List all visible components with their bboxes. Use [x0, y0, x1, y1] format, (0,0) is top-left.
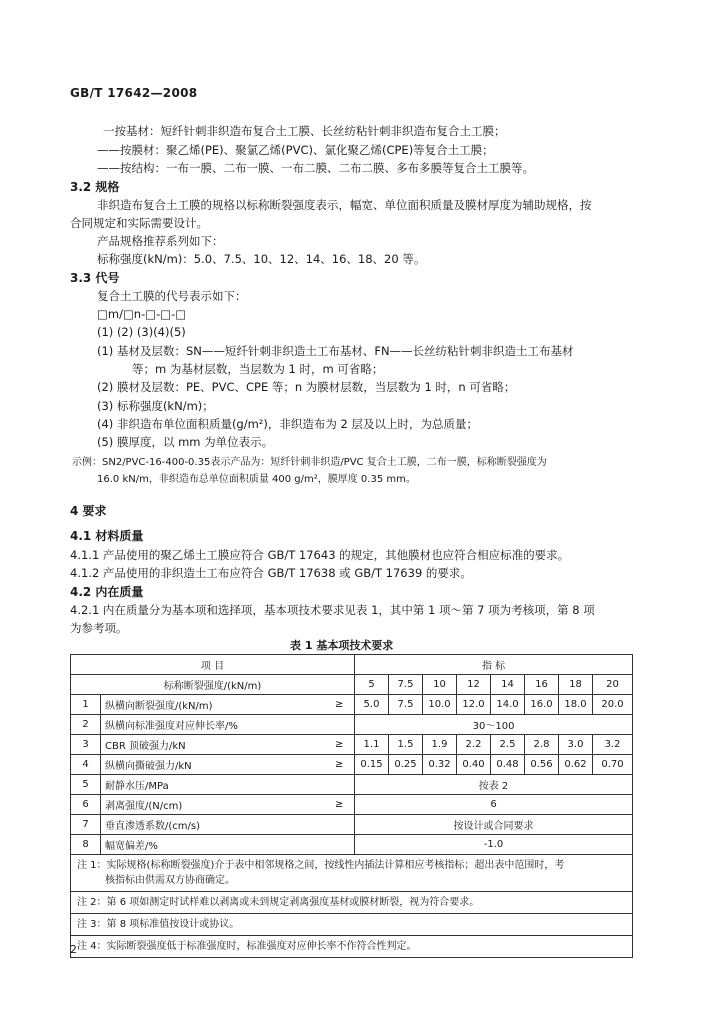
standard-code: GB/T 17642—2008 — [70, 86, 198, 100]
paragraph: 合同规定和实际需要设计。 — [70, 216, 208, 230]
ge-symbol — [325, 775, 355, 795]
spec-table — [70, 654, 633, 958]
section-heading: 4.1 材料质量 — [70, 529, 144, 543]
list-item: ——按结构：一布一膜、二布一膜、一布二膜、二布二膜、多布多膜等复合土工膜等。 — [97, 161, 534, 175]
table-cell: 12.0 — [457, 695, 491, 715]
row-label: CBR 顶破强力/kN — [101, 735, 325, 755]
table-cell: 3.2 — [593, 735, 633, 755]
table-cell: 5 — [355, 675, 389, 695]
table-row — [71, 775, 633, 795]
table-cell: 3.0 — [559, 735, 593, 755]
table-cell: -1.0 — [355, 835, 633, 855]
table-cell: 0.48 — [491, 755, 525, 775]
table-cell: 7.5 — [389, 695, 423, 715]
row-label: 幅宽偏差/% — [101, 835, 325, 855]
table-row — [71, 715, 633, 735]
list-item: (3) 标称强度(kN/m)； — [97, 399, 214, 413]
table-row — [71, 695, 633, 715]
row-number: 3 — [71, 735, 101, 755]
table-cell: 2.5 — [491, 735, 525, 755]
ge-symbol: ≥ — [325, 755, 355, 775]
table-row — [71, 815, 633, 835]
row-number: 6 — [71, 795, 101, 815]
table-cell: 10.0 — [423, 695, 457, 715]
row-label: 垂直渗透系数/(cm/s) — [101, 815, 325, 835]
header-item: 项 目 — [71, 655, 355, 675]
table-cell: 1.1 — [355, 735, 389, 755]
header-index: 指 标 — [355, 655, 633, 675]
table-cell: 1.5 — [389, 735, 423, 755]
section-heading: 3.2 规格 — [70, 180, 120, 194]
paragraph: 4.1.1 产品使用的聚乙烯土工膜应符合 GB/T 17643 的规定，其他膜材也应符合相应标准的要求。 — [70, 548, 570, 562]
row-label: 纵横向断裂强度/(kN/m) — [101, 695, 325, 715]
table-cell: 6 — [355, 795, 633, 815]
table-cell: 2.8 — [525, 735, 559, 755]
page-number: 2 — [70, 943, 77, 956]
table-cell: 0.56 — [525, 755, 559, 775]
paragraph: 产品规格推荐系列如下： — [97, 234, 224, 248]
table-row — [71, 835, 633, 855]
code-index: (1) (2) (3)(4)(5) — [97, 325, 186, 339]
row-number: 5 — [71, 775, 101, 795]
table-cell: 0.70 — [593, 755, 633, 775]
table-cell: 12 — [457, 675, 491, 695]
table-caption: 表 1 基本项技术要求 — [290, 639, 394, 652]
table-cell: 0.25 — [389, 755, 423, 775]
table-cell: 18 — [559, 675, 593, 695]
example-text: 16.0 kN/m，非织造布总单位面积质量 400 g/m²，膜厚度 0.35 mm。 — [97, 474, 416, 485]
row-number: 7 — [71, 815, 101, 835]
list-item: 一按基材：短纤针刺非织造布复合土工膜、长丝纺粘针刺非织造布复合土工膜； — [103, 124, 506, 138]
ge-symbol — [325, 835, 355, 855]
row-label: 纵横向标准强度对应伸长率/% — [101, 715, 325, 735]
table-cell: 14.0 — [491, 695, 525, 715]
code-pattern: □m/□n-□-□-□ — [97, 307, 187, 321]
row-number: 4 — [71, 755, 101, 775]
row-label: 标称断裂强度/(kN/m) — [71, 675, 355, 695]
table-cell: 10 — [423, 675, 457, 695]
table-cell: 0.15 — [355, 755, 389, 775]
ge-symbol — [325, 815, 355, 835]
table-cell: 20.0 — [593, 695, 633, 715]
list-item: (5) 膜厚度，以 mm 为单位表示。 — [97, 435, 274, 449]
list-item: (2) 膜材及层数：PE、PVC、CPE 等；n 为膜材层数，当层数为 1 时，n 可省略； — [97, 380, 516, 394]
table-cell: 16.0 — [525, 695, 559, 715]
table-cell: 0.40 — [457, 755, 491, 775]
table-cell: 1.9 — [423, 735, 457, 755]
example-text: 示例：SN2/PVC-16-400-0.35表示产品为：短纤针刺非织造/PVC 复合土工膜，二布一膜，标称断裂强度为 — [72, 457, 547, 468]
row-label: 耐静水压/MPa — [101, 775, 325, 795]
paragraph: 为参考项。 — [70, 621, 128, 635]
table-row — [71, 795, 633, 815]
row-number: 2 — [71, 715, 101, 735]
list-item: (1) 基材及层数：SN——短纤针刺非织造土工布基材、FN——长丝纺粘针刺非织造土工布基材 — [97, 344, 574, 358]
table-cell: 0.62 — [559, 755, 593, 775]
row-label: 剥离强度/(N/cm) — [101, 795, 325, 815]
paragraph: 4.1.2 产品使用的非织造土工布应符合 GB/T 17638 或 GB/T 17639 的要求。 — [70, 566, 472, 580]
table-note: 注 4：实际断裂强度低于标准强度时，标准强度对应伸长率不作符合性判定。 — [71, 936, 633, 958]
table-cell: 0.32 — [423, 755, 457, 775]
paragraph: 4.2.1 内在质量分为基本项和选择项，基本项技术要求见表 1，其中第 1 项～第 7 项为考核项，第 8 项 — [70, 603, 595, 617]
ge-symbol: ≥ — [325, 735, 355, 755]
ge-symbol: ≥ — [325, 695, 355, 715]
table-cell: 30～100 — [355, 715, 633, 735]
table-note — [71, 855, 633, 892]
section-heading: 4 要求 — [70, 504, 107, 518]
list-item: 等；m 为基材层数，当层数为 1 时，m 可省略； — [132, 362, 384, 376]
section-heading: 4.2 内在质量 — [70, 585, 144, 599]
section-heading: 3.3 代号 — [70, 271, 120, 285]
table-cell: 18.0 — [559, 695, 593, 715]
row-number: 1 — [71, 695, 101, 715]
table-note: 注 2：第 6 项如测定时试样难以剥离或未到规定剥离强度基材或膜材断裂，视为符合要求。 — [71, 892, 633, 914]
paragraph: 非织造布复合土工膜的规格以标称断裂强度表示，幅宽、单位面积质量及膜材厚度为辅助规格，按 — [97, 198, 592, 212]
table-cell: 16 — [525, 675, 559, 695]
row-number: 8 — [71, 835, 101, 855]
row-label: 纵横向撕破强力/kN — [101, 755, 325, 775]
table-cell: 7.5 — [389, 675, 423, 695]
paragraph: 复合土工膜的代号表示如下： — [97, 289, 247, 303]
note-line: 注 1：实际规格(标称断裂强度)介于表中相邻规格之间，按线性内插法计算相应考核指标；超出表中范围时，考 — [77, 860, 565, 871]
note-line: 核指标由供需双方协商确定。 — [105, 875, 235, 886]
table-cell: 5.0 — [355, 695, 389, 715]
list-item: (4) 非织造布单位面积质量(g/m²)，非织造布为 2 层及以上时，为总质量； — [97, 417, 479, 431]
table-note: 注 3：第 8 项标准值按设计或协议。 — [71, 914, 633, 936]
paragraph: 标称强度(kN/m)：5.0、7.5、10、12、14、16、18、20 等。 — [97, 252, 426, 266]
ge-symbol: ≥ — [325, 795, 355, 815]
table-cell: 14 — [491, 675, 525, 695]
table-cell: 按设计或合同要求 — [355, 815, 633, 835]
list-item: ——按膜材：聚乙烯(PE)、聚氯乙烯(PVC)、氯化聚乙烯(CPE)等复合土工膜； — [97, 143, 494, 157]
table-cell: 20 — [593, 675, 633, 695]
table-cell: 2.2 — [457, 735, 491, 755]
table-row — [71, 735, 633, 755]
table-row — [71, 755, 633, 775]
ge-symbol — [325, 715, 355, 735]
table-cell: 按表 2 — [355, 775, 633, 795]
